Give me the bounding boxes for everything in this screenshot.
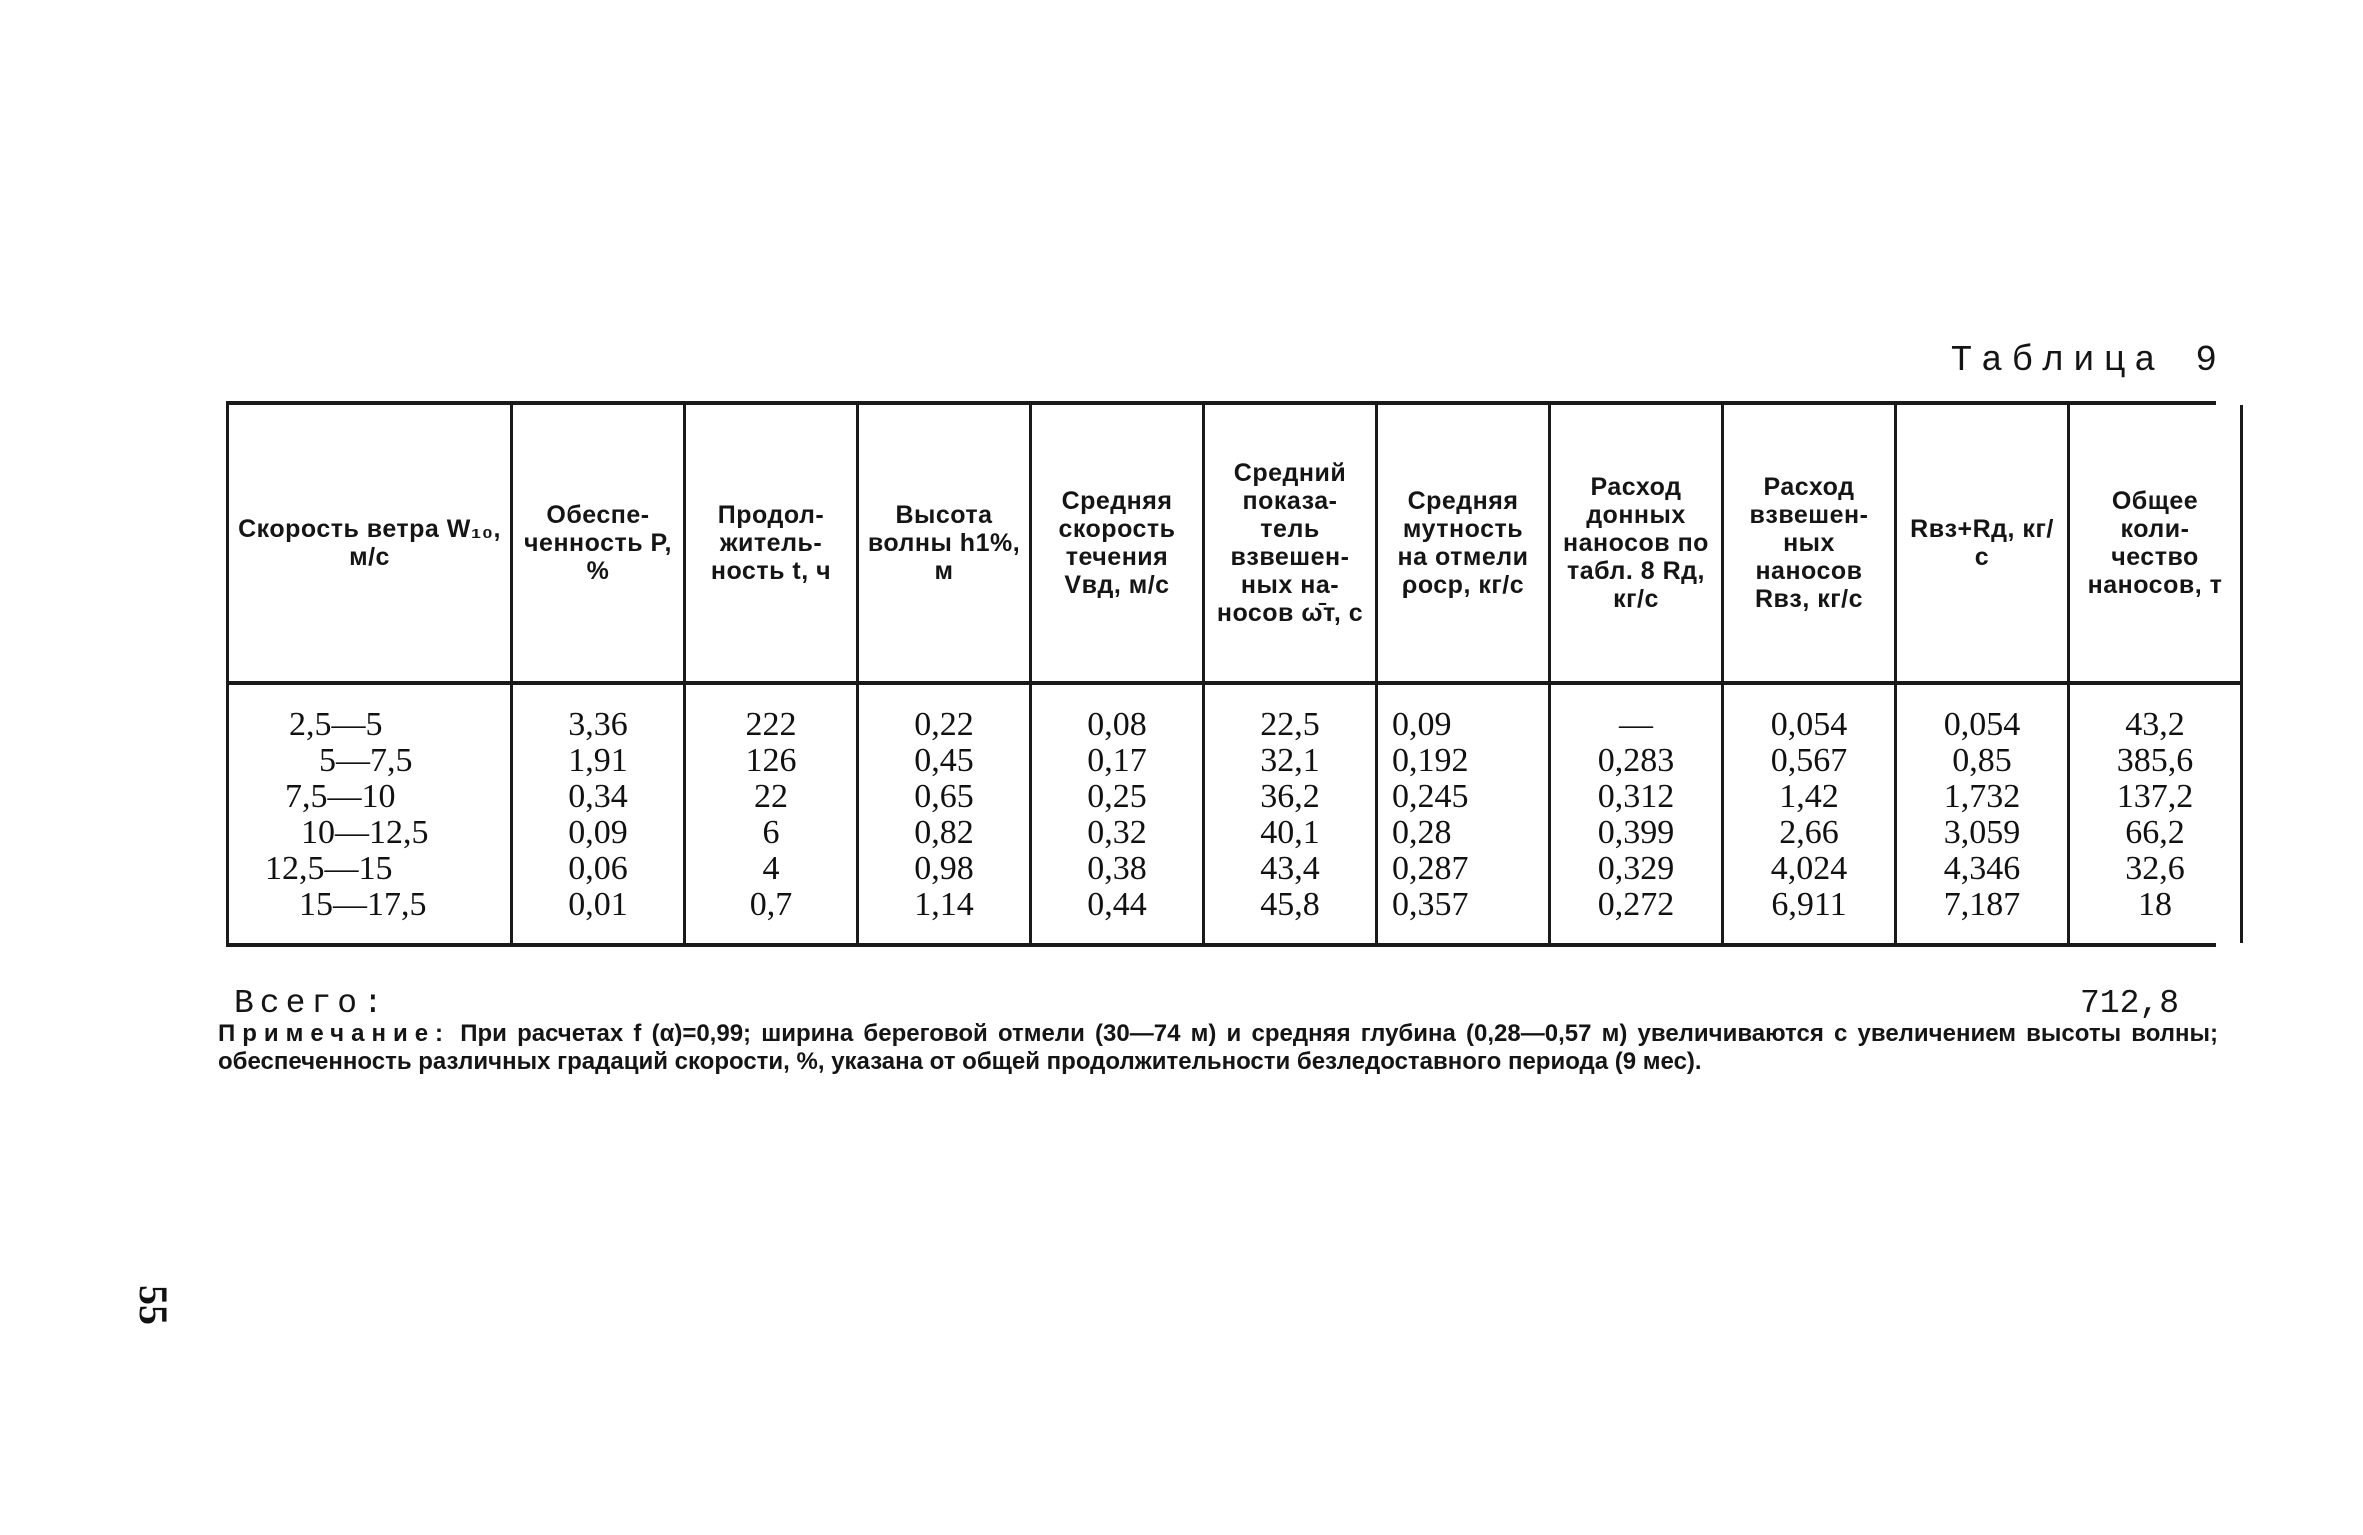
table-row [228, 851, 2242, 887]
table-cell: 0,38 [1031, 851, 1204, 887]
table-cell: 3,36 [512, 683, 685, 743]
col-header-total-amount: Общее коли-чество наносов, т [2069, 405, 2242, 683]
table-cell: 4,024 [1723, 851, 1896, 887]
table-cell: 0,7 [685, 887, 858, 943]
table-cell: 0,567 [1723, 743, 1896, 779]
table-row [228, 683, 2242, 743]
col-header-wave-height: Высота волны h1%, м [858, 405, 1031, 683]
table-cell: 10—12,5 [228, 815, 512, 851]
col-header-suspended-index: Средний показа-тель взвешен-ных на-носов ω̄т, с [1204, 405, 1377, 683]
table-cell: 2,66 [1723, 815, 1896, 851]
col-header-duration: Продол-житель-ность t, ч [685, 405, 858, 683]
table-cell: 0,283 [1550, 743, 1723, 779]
col-header-sum-load: Rвз+Rд, кг/с [1896, 405, 2069, 683]
table-cell: 222 [685, 683, 858, 743]
table-cell: 0,08 [1031, 683, 1204, 743]
table-cell: 0,054 [1723, 683, 1896, 743]
table-cell: 0,98 [858, 851, 1031, 887]
table-cell: 1,42 [1723, 779, 1896, 815]
table-cell: 1,732 [1896, 779, 2069, 815]
table-cell: 0,312 [1550, 779, 1723, 815]
table-cell: 15—17,5 [228, 887, 512, 943]
table-cell: 0,245 [1377, 779, 1550, 815]
table-note [218, 1020, 2218, 1076]
header-row [228, 405, 2242, 683]
table-cell: 0,17 [1031, 743, 1204, 779]
table-cell: 43,2 [2069, 683, 2242, 743]
table-cell: 45,8 [1204, 887, 1377, 943]
table-cell: 0,09 [512, 815, 685, 851]
col-header-suspended-load: Расход взвешен-ных наносов Rвз, кг/с [1723, 405, 1896, 683]
table-cell: 32,1 [1204, 743, 1377, 779]
table-cell: 385,6 [2069, 743, 2242, 779]
table-cell: 32,6 [2069, 851, 2242, 887]
table-cell: 66,2 [2069, 815, 2242, 851]
table-cell: 22 [685, 779, 858, 815]
table-cell: 0,32 [1031, 815, 1204, 851]
table-cell: 7,187 [1896, 887, 2069, 943]
table-cell: 137,2 [2069, 779, 2242, 815]
table-cell: — [1550, 683, 1723, 743]
table-cell: 0,44 [1031, 887, 1204, 943]
sediment-table [226, 405, 2243, 943]
col-header-bed-load: Расход донных наносов по табл. 8 Rд, кг/с [1550, 405, 1723, 683]
note-text: При расчетах f (α)=0,99; ширина береговой отмели (30—74 м) и средняя глубина (0,28—0,57 м) увеличиваются с увеличением высоты волны; обеспеченность различных градаций скорости, %, указана от общей продолжительности безледоставного периода (9 мес). [218, 1020, 2218, 1075]
table-cell: 0,272 [1550, 887, 1723, 943]
table-cell: 12,5—15 [228, 851, 512, 887]
table-row [228, 743, 2242, 779]
table-caption: Таблица 9 [1950, 340, 2226, 381]
table-cell: 6,911 [1723, 887, 1896, 943]
table-cell: 0,25 [1031, 779, 1204, 815]
table-cell: 2,5—5 [228, 683, 512, 743]
table-cell: 4,346 [1896, 851, 2069, 887]
page-number: 55 [131, 1285, 176, 1325]
table-cell: 126 [685, 743, 858, 779]
table-cell: 18 [2069, 887, 2242, 943]
table-cell: 1,91 [512, 743, 685, 779]
table-cell: 0,329 [1550, 851, 1723, 887]
table-cell: 3,059 [1896, 815, 2069, 851]
table-cell: 36,2 [1204, 779, 1377, 815]
table-cell: 0,85 [1896, 743, 2069, 779]
table-cell: 0,399 [1550, 815, 1723, 851]
table-cell: 0,34 [512, 779, 685, 815]
table-row [228, 779, 2242, 815]
col-header-current-speed: Средняя скорость течения Vвд, м/с [1031, 405, 1204, 683]
table-cell: 4 [685, 851, 858, 887]
table-cell: 0,01 [512, 887, 685, 943]
note-label: Примечание: [218, 1020, 451, 1047]
col-header-wind-speed: Скорость ветра W₁₀, м/с [228, 405, 512, 683]
table-cell: 0,22 [858, 683, 1031, 743]
table-cell: 0,192 [1377, 743, 1550, 779]
table-cell: 1,14 [858, 887, 1031, 943]
table-cell: 0,287 [1377, 851, 1550, 887]
table-row [228, 887, 2242, 943]
col-header-turbidity: Средняя мутность на отмели ρоср, кг/с [1377, 405, 1550, 683]
table-cell: 0,45 [858, 743, 1031, 779]
total-label: Всего: [234, 985, 389, 1022]
table-cell: 6 [685, 815, 858, 851]
data-table-container [226, 401, 2223, 947]
table-cell: 22,5 [1204, 683, 1377, 743]
total-value: 712,8 [2080, 985, 2180, 1022]
table-cell: 0,65 [858, 779, 1031, 815]
table-cell: 43,4 [1204, 851, 1377, 887]
table-row [228, 815, 2242, 851]
col-header-probability: Обеспе-ченность P, % [512, 405, 685, 683]
table-cell: 0,054 [1896, 683, 2069, 743]
table-cell: 40,1 [1204, 815, 1377, 851]
table-cell: 0,357 [1377, 887, 1550, 943]
table-cell: 7,5—10 [228, 779, 512, 815]
table-cell: 0,06 [512, 851, 685, 887]
table-cell: 0,28 [1377, 815, 1550, 851]
table-cell: 0,82 [858, 815, 1031, 851]
table-cell: 5—7,5 [228, 743, 512, 779]
table-cell: 0,09 [1377, 683, 1550, 743]
